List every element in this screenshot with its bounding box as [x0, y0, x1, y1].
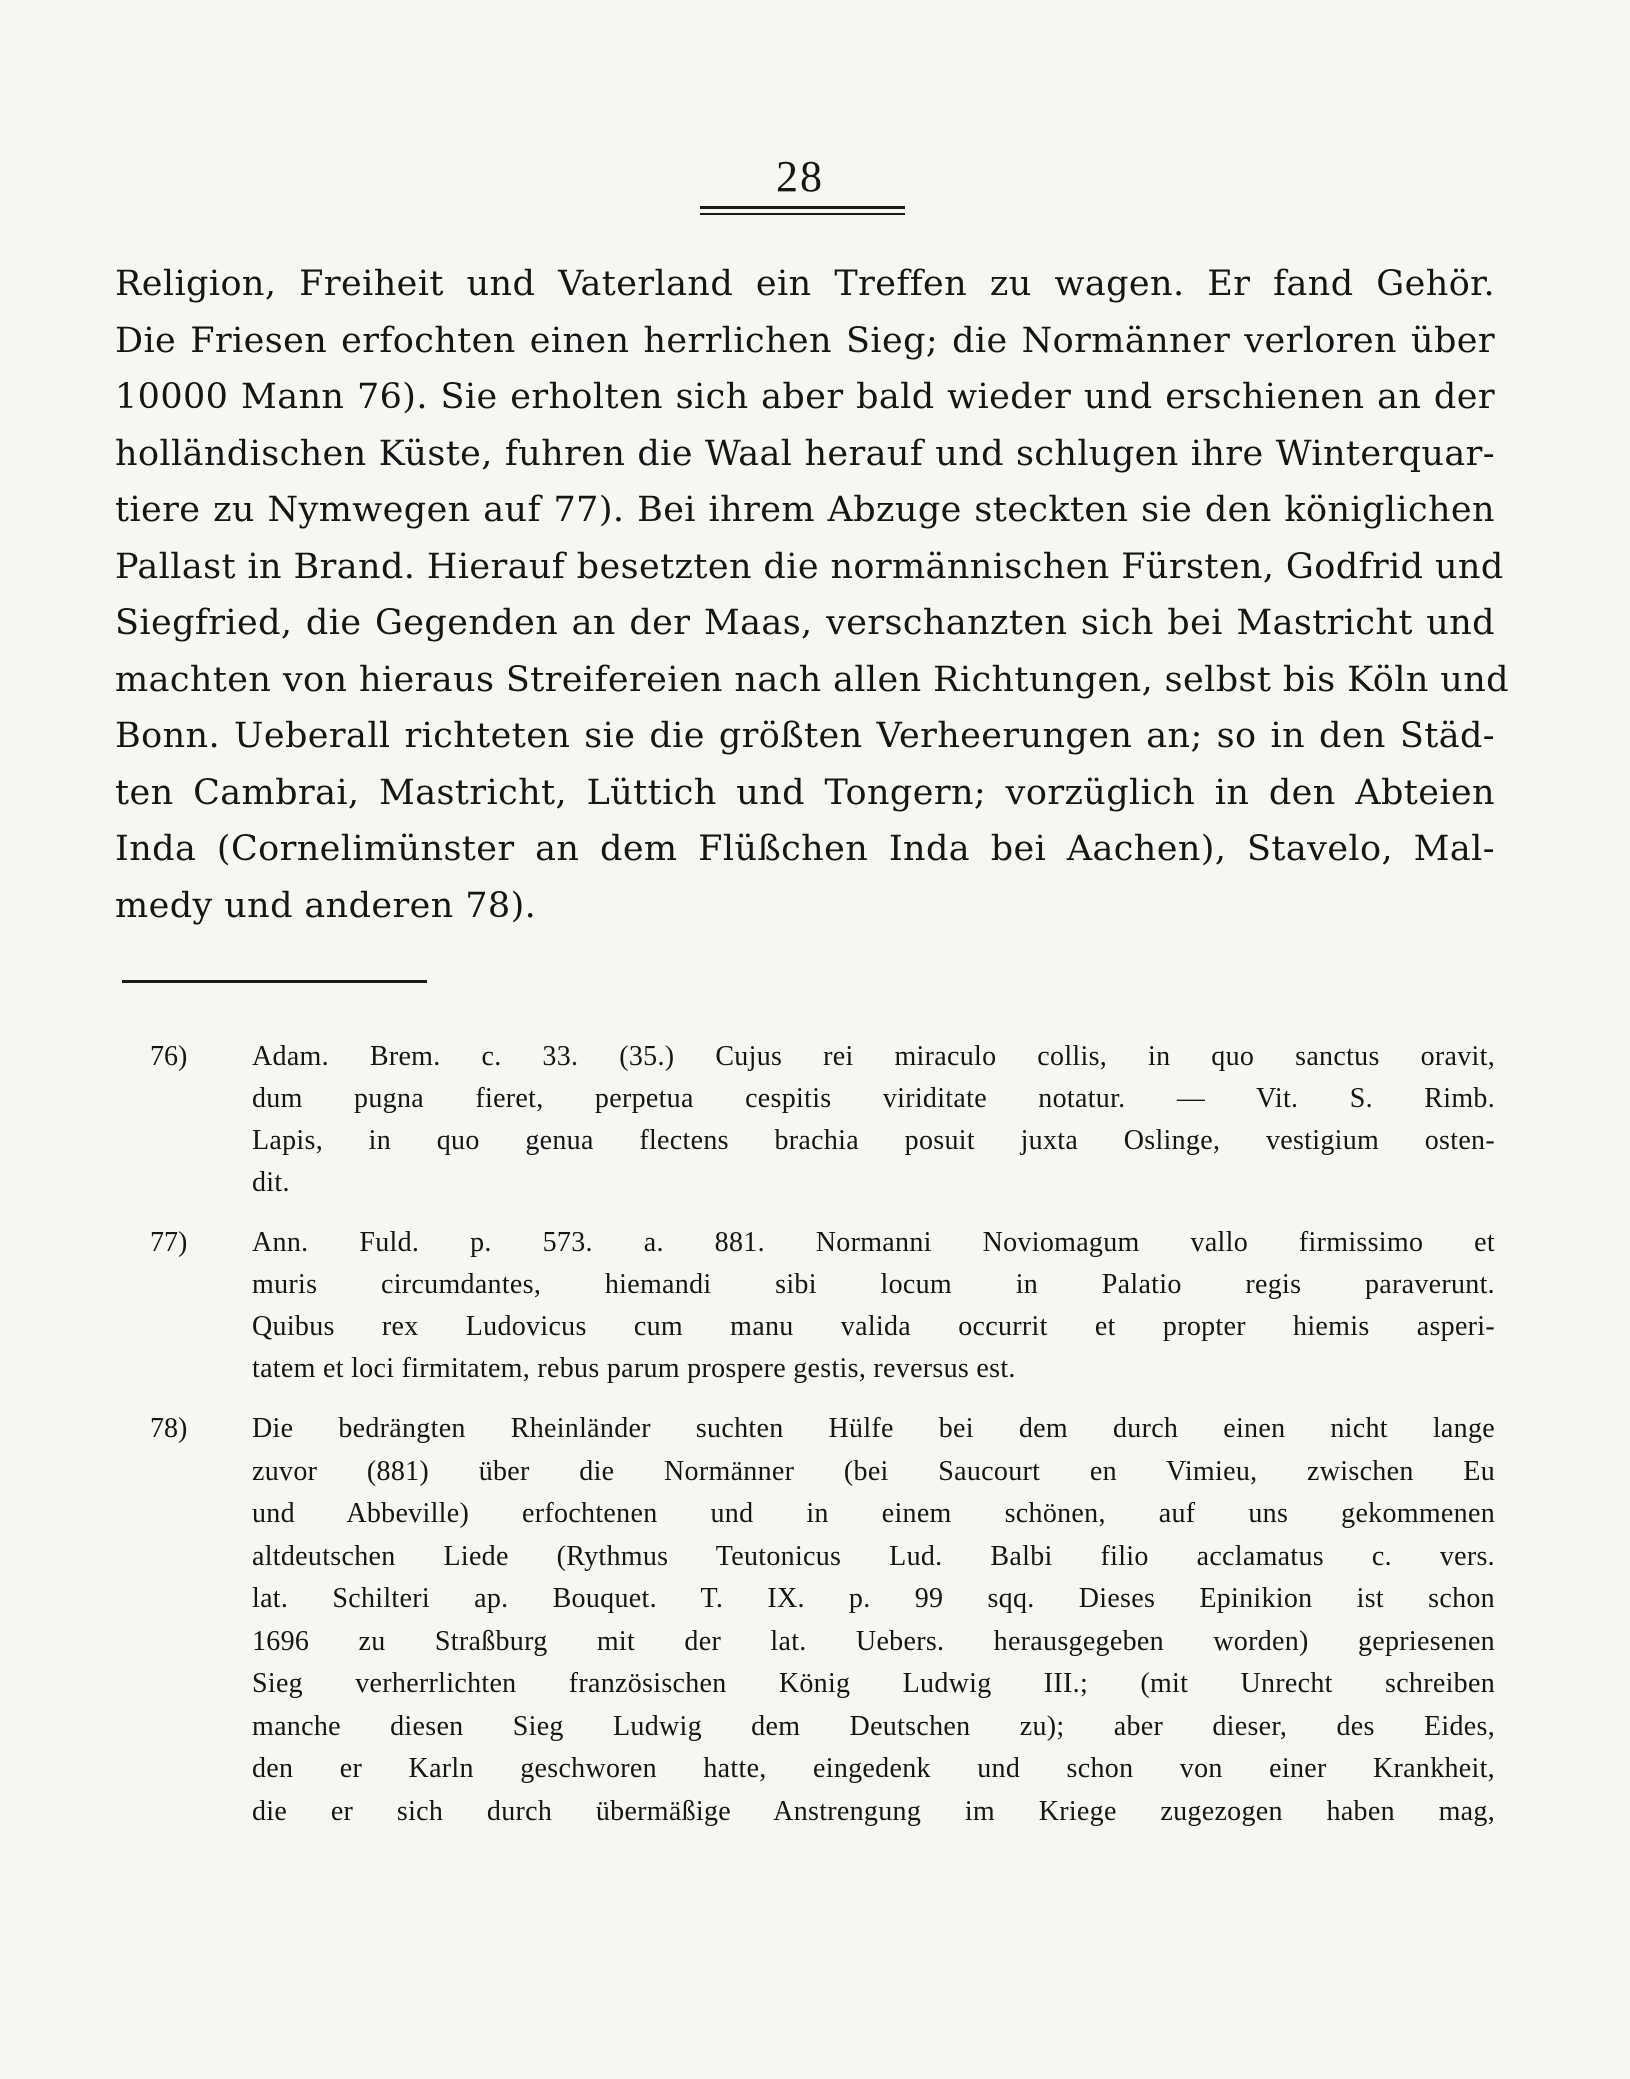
footnote-line: zuvor (881) über die Normänner (bei Saucourt en Vimieu, zwischen Eu [252, 1455, 1495, 1487]
body-line: Pallast in Brand. Hierauf besetzten die normännischen Fürsten, Godfrid und [115, 546, 1504, 587]
footnote-line: die er sich durch übermäßige Anstrengung im Kriege zugezogen haben mag, [252, 1795, 1495, 1827]
footnote-line: muris circumdantes, hiemandi sibi locum in Palatio regis paraverunt. [252, 1269, 1495, 1300]
footnote-number: 78) [150, 1413, 188, 1444]
footnotes [150, 1036, 1495, 1851]
footnote-number: 77) [150, 1227, 188, 1258]
footnote-78 [150, 1408, 1495, 1833]
body-line: Die Friesen erfochten einen herrlichen Sieg; die Normänner verloren über [115, 320, 1495, 361]
footnote-77 [150, 1222, 1495, 1390]
footnote-line: 1696 zu Straßburg mit der lat. Uebers. herausgegeben worden) gepriesenen [252, 1625, 1495, 1657]
footnote-line: Die bedrängten Rheinländer suchten Hülfe bei dem durch einen nicht lange [252, 1413, 1495, 1444]
footnote-line: tatem et loci firmitatem, rebus parum prospere gestis, reversus est. [252, 1353, 1016, 1384]
body-line: Religion, Freiheit und Vaterland ein Treffen zu wagen. Er fand Gehör. [115, 264, 1495, 304]
footnote-number: 76) [150, 1041, 188, 1072]
body-line: machten von hieraus Streifereien nach allen Richtungen, selbst bis Köln und [115, 659, 1509, 700]
page-number: 28 [776, 152, 824, 201]
footnote-line: Quibus rex Ludovicus cum manu valida occurrit et propter hiemis asperi- [252, 1311, 1495, 1342]
body-line: medy und anderen 78). [115, 885, 537, 926]
header-double-rule-top [700, 206, 905, 209]
body-line: holländischen Küste, fuhren die Waal herauf und schlugen ihre Winterquar- [115, 433, 1495, 474]
body-line: 10000 Mann 76). Sie erholten sich aber bald wieder und erschienen an der [115, 377, 1495, 417]
footnote-line: Ann. Fuld. p. 573. a. 881. Normanni Noviomagum vallo firmissimo et [252, 1227, 1495, 1258]
footnote-separator-rule [122, 980, 427, 983]
footnote-line: manche diesen Sieg Ludwig dem Deutschen zu); aber dieser, des Eides, [252, 1710, 1495, 1742]
body-line: Inda (Cornelimünster an dem Flüßchen Inda bei Aachen), Stavelo, Mal- [115, 829, 1495, 869]
footnote-line: dit. [252, 1167, 290, 1198]
body-line: tiere zu Nymwegen auf 77). Bei ihrem Abzuge steckten sie den königlichen [115, 490, 1495, 530]
body-line: Bonn. Ueberall richteten sie die größten Verheerungen an; so in den Städ- [115, 716, 1495, 756]
footnote-line: altdeutschen Liede (Rythmus Teutonicus Lud. Balbi filio acclamatus c. vers. [252, 1540, 1495, 1572]
main-body-text [115, 256, 1509, 934]
footnote-line: Adam. Brem. c. 33. (35.) Cujus rei miraculo collis, in quo sanctus oravit, [252, 1041, 1495, 1072]
body-line: Siegfried, die Gegenden an der Maas, verschanzten sich bei Mastricht und [115, 603, 1495, 643]
footnote-line: dum pugna fieret, perpetua cespitis viriditate notatur. — Vit. S. Rimb. [252, 1083, 1495, 1114]
header-double-rule-bottom [700, 213, 905, 215]
footnote-line: Lapis, in quo genua flectens brachia posuit juxta Oslinge, vestigium osten- [252, 1125, 1495, 1156]
body-line: ten Cambrai, Mastricht, Lüttich und Tongern; vorzüglich in den Abteien [115, 772, 1495, 813]
footnote-76 [150, 1036, 1495, 1204]
footnote-line: Sieg verherrlichten französischen König Ludwig III.; (mit Unrecht schreiben [252, 1668, 1495, 1699]
footnote-line: den er Karln geschworen hatte, eingedenk und schon von einer Krankheit, [252, 1753, 1495, 1784]
footnote-line: lat. Schilteri ap. Bouquet. T. IX. p. 99 sqq. Dieses Epinikion ist schon [252, 1583, 1495, 1614]
footnote-line: und Abbeville) erfochtenen und in einem schönen, auf uns gekommenen [252, 1498, 1495, 1529]
